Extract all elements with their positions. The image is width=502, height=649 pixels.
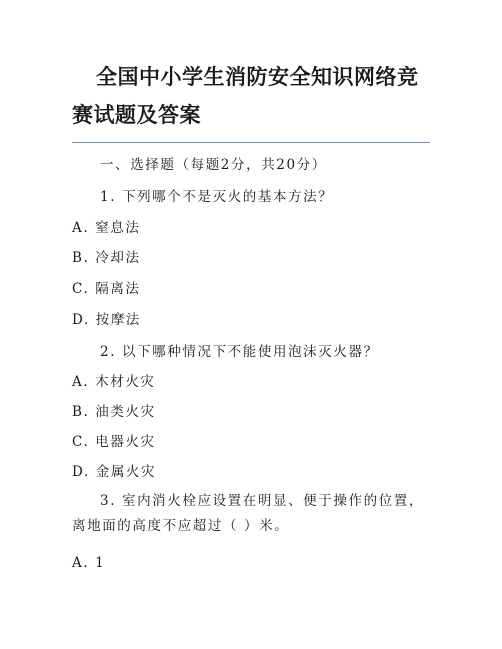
q2-option-d: D. 金属火灾 [72,464,157,480]
q1-option-b: B. 冷却法 [72,250,141,266]
q1-option-c: C. 隔离法 [72,281,141,297]
section-heading: 一、选择题（每题2分，共20分） [100,157,327,173]
question-2: 2. 以下哪种情况下不能使用泡沫灭火器？ [100,344,379,360]
q3-option-a: A. 1 [72,555,106,571]
q2-option-c: C. 电器火灾 [72,434,156,450]
q1-option-a: A. 窒息法 [72,220,141,236]
q2-option-a: A. 木材火灾 [72,374,156,390]
title-divider [72,142,430,143]
document-title: 全国中小学生消防安全知识网络竞赛试题及答案 [72,65,419,127]
question-1: 1. 下列哪个不是灭火的基本方法？ [100,189,334,205]
q1-option-d: D. 按摩法 [72,312,142,328]
question-3: 3. 室内消火栓应设置在明显、便于操作的位置，离地面的高度不应超过（ ）米。 [72,493,424,534]
q2-option-b: B. 油类火灾 [72,404,156,420]
